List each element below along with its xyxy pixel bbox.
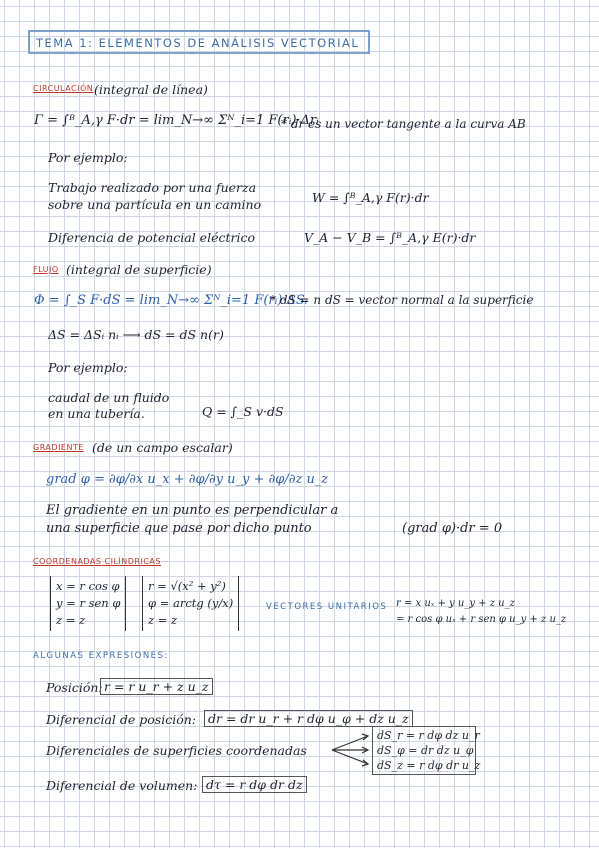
gradiente-text-line2: una superficie que pase por dicho punto	[46, 521, 312, 536]
circulacion-subtitle: (integral de línea)	[94, 82, 208, 97]
flujo-ex-line2: en una tubería.	[48, 406, 145, 421]
vectores-unitarios-label: VECTORES UNITARIOS	[266, 602, 388, 612]
dif-posicion-label: Diferencial de posición:	[46, 712, 196, 727]
ds-phi: dS_φ = dr dz u_φ	[377, 744, 474, 757]
matrix1-row-2: y = r sen φ	[56, 596, 121, 610]
circulacion-example-label: Por ejemplo:	[48, 150, 128, 165]
matrix-cylindrical-from-cartesian	[142, 576, 239, 631]
circulacion-ex1-line2: sobre una partícula en un camino	[48, 197, 262, 212]
flujo-ex-formula: Q = ∫_S v·dS	[202, 404, 284, 419]
ds-r: dS_r = r dφ dz u_r	[377, 729, 480, 742]
ds-box	[372, 726, 481, 775]
section-heading-cilindricas: COORDENADAS CILÍNDRICAS	[33, 557, 161, 566]
dif-superficies-label: Diferenciales de superficies coordenadas	[46, 743, 307, 758]
ds-z: dS_z = r dφ dr u_z	[377, 759, 481, 772]
section-heading-gradiente: GRADIENTE	[33, 443, 84, 452]
section-heading-circulacion: CIRCULACIÓN	[33, 84, 94, 93]
circulacion-ex1-line1: Trabajo realizado por una fuerza	[48, 180, 257, 195]
circulacion-ex1-formula: W = ∫ᴮ_A,γ F(r)·dr	[312, 190, 429, 205]
flujo-note: * dS = n dS = vector normal a la superficie	[270, 293, 534, 307]
vectores-line-2: = r cos φ uₓ + r sen φ u_y + z u_z	[396, 614, 567, 625]
flujo-formula: Φ = ∫_S F·dS = lim_N→∞ Σᴺ_i=1 F(rᵢ)·ΔSᵢ	[34, 293, 308, 308]
matrix2-row-2: φ = arctg (y/x)	[148, 596, 234, 610]
flujo-subtitle: (integral de superficie)	[66, 262, 212, 277]
flujo-relation: ΔS = ΔSᵢ nᵢ ⟶ dS = dS n(r)	[48, 327, 224, 342]
gradiente-subtitle: (de un campo escalar)	[92, 440, 233, 455]
matrix2-row-1: r = √(x² + y²)	[148, 579, 226, 593]
branch-arrows-icon	[328, 730, 372, 770]
dif-volumen-label: Diferencial de volumen:	[46, 778, 198, 793]
section-heading-expresiones: ALGUNAS EXPRESIONES:	[33, 651, 169, 661]
gradiente-formula: grad φ = ∂φ/∂x u_x + ∂φ/∂y u_y + ∂φ/∂z u_z	[46, 472, 329, 487]
vectores-line-1: r = x uₓ + y u_y + z u_z	[396, 598, 515, 609]
circulacion-ex2-formula: V_A − V_B = ∫ᴮ_A,γ E(r)·dr	[304, 230, 476, 245]
flujo-ex-line1: caudal de un fluido	[48, 390, 170, 405]
gradiente-text-formula: (grad φ)·dr = 0	[402, 521, 503, 536]
dif-volumen-value: dτ = r dφ dr dz	[202, 776, 307, 793]
circulacion-note: * dr es un vector tangente a la curva AB	[281, 117, 526, 131]
matrix1-row-1: x = r cos φ	[56, 579, 120, 593]
flujo-example-label: Por ejemplo:	[48, 360, 128, 375]
circulacion-ex2-text: Diferencia de potencial eléctrico	[48, 230, 256, 245]
matrix-cartesian-from-cylindrical	[50, 576, 126, 631]
page-title: TEMA 1: ELEMENTOS DE ANÁLISIS VECTORIAL	[28, 30, 370, 54]
gradiente-text-line1: El gradiente en un punto es perpendicular a	[46, 503, 339, 518]
dif-posicion-value: dr = dr u_r + r dφ u_φ + dz u_z	[204, 710, 413, 727]
posicion-value: r = r u_r + z u_z	[100, 678, 213, 695]
matrix2-row-3: z = z	[148, 613, 178, 627]
section-heading-flujo: FLUJO	[33, 265, 59, 274]
posicion-label: Posición:	[46, 680, 103, 695]
circulacion-formula: Γ = ∫ᴮ_A,γ F·dr = lim_N→∞ Σᴺ_i=1 F(rᵢ)·Δrᵢ	[34, 113, 319, 128]
matrix1-row-3: z = z	[56, 613, 86, 627]
